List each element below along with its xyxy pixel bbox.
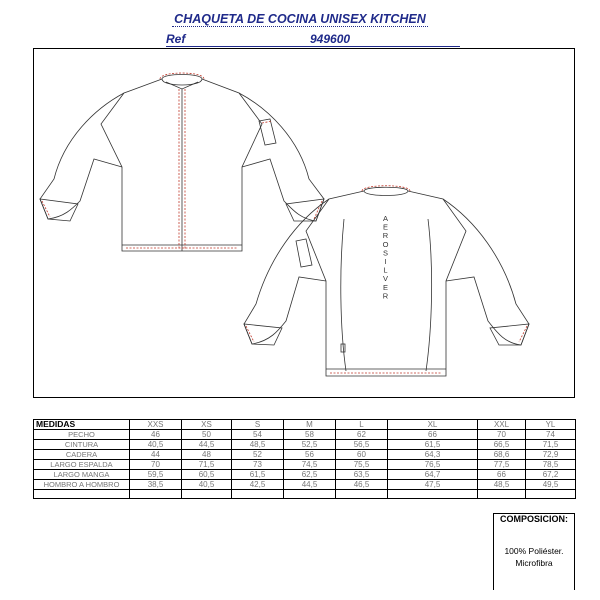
table-cell bbox=[526, 490, 576, 499]
size-header: XL bbox=[388, 420, 478, 430]
row-label: HOMBRO A HOMBRO bbox=[34, 480, 130, 490]
table-row bbox=[34, 460, 576, 470]
table-cell: 61,5 bbox=[388, 440, 478, 450]
document-title-text: CHAQUETA DE COCINA UNISEX KITCHEN bbox=[174, 12, 426, 26]
size-header: YL bbox=[526, 420, 576, 430]
table-cell: 46,5 bbox=[336, 480, 388, 490]
table-cell: 70 bbox=[478, 430, 526, 440]
table-cell: 44 bbox=[130, 450, 182, 460]
table-cell: 62 bbox=[336, 430, 388, 440]
table-cell: 78,5 bbox=[526, 460, 576, 470]
table-cell: 56,5 bbox=[336, 440, 388, 450]
table-cell: 52,5 bbox=[284, 440, 336, 450]
table-cell: 58 bbox=[284, 430, 336, 440]
table-cell: 68,6 bbox=[478, 450, 526, 460]
medidas-header: MEDIDAS bbox=[34, 420, 130, 430]
table-row bbox=[34, 450, 576, 460]
table-cell: 48,5 bbox=[232, 440, 284, 450]
table-cell: 73 bbox=[232, 460, 284, 470]
ref-value: 949600 bbox=[310, 32, 351, 46]
document-title bbox=[0, 12, 600, 26]
composition-line-1: 100% Poliéster. bbox=[504, 546, 564, 556]
table-cell bbox=[388, 490, 478, 499]
front-jacket-drawing bbox=[40, 75, 324, 252]
row-label: LARGO ESPALDA bbox=[34, 460, 130, 470]
back-print-letter: R bbox=[382, 291, 390, 301]
size-header: M bbox=[284, 420, 336, 430]
table-cell bbox=[336, 490, 388, 499]
jacket-technical-drawing bbox=[34, 49, 576, 399]
size-header: XXL bbox=[478, 420, 526, 430]
row-label: CADERA bbox=[34, 450, 130, 460]
table-cell: 40,5 bbox=[182, 480, 232, 490]
table-cell: 48 bbox=[182, 450, 232, 460]
table-cell bbox=[34, 490, 130, 499]
table-cell: 49,5 bbox=[526, 480, 576, 490]
size-header: S bbox=[232, 420, 284, 430]
composition-text bbox=[494, 545, 574, 569]
table-cell: 44,5 bbox=[182, 440, 232, 450]
table-cell: 59,5 bbox=[130, 470, 182, 480]
table-cell: 61,5 bbox=[232, 470, 284, 480]
back-print-letter: E bbox=[382, 222, 390, 232]
table-cell: 75,5 bbox=[336, 460, 388, 470]
row-label: CINTURA bbox=[34, 440, 130, 450]
measurements-table bbox=[33, 419, 576, 499]
table-row bbox=[34, 470, 576, 480]
table-cell bbox=[478, 490, 526, 499]
table-cell: 46 bbox=[130, 430, 182, 440]
back-print-letter: R bbox=[382, 231, 390, 241]
table-cell: 60 bbox=[336, 450, 388, 460]
composition-box bbox=[493, 525, 575, 590]
composition-line-2: Microfibra bbox=[515, 558, 553, 568]
table-row bbox=[34, 430, 576, 440]
table-cell: 64,7 bbox=[388, 470, 478, 480]
table-cell bbox=[130, 490, 182, 499]
table-cell: 62,5 bbox=[284, 470, 336, 480]
table-cell: 70 bbox=[130, 460, 182, 470]
table-cell: 64,3 bbox=[388, 450, 478, 460]
table-cell: 38,5 bbox=[130, 480, 182, 490]
table-cell: 60,5 bbox=[182, 470, 232, 480]
table-cell: 71,5 bbox=[526, 440, 576, 450]
table-cell: 66 bbox=[478, 470, 526, 480]
technical-drawing-frame bbox=[33, 48, 575, 398]
back-print-letter: I bbox=[384, 257, 388, 266]
size-header: L bbox=[336, 420, 388, 430]
table-row bbox=[34, 440, 576, 450]
table-cell: 72,9 bbox=[526, 450, 576, 460]
table-cell: 74,5 bbox=[284, 460, 336, 470]
table-header-row bbox=[34, 420, 576, 430]
table-cell: 66 bbox=[388, 430, 478, 440]
row-label: PECHO bbox=[34, 430, 130, 440]
table-row bbox=[34, 480, 576, 490]
table-cell: 74 bbox=[526, 430, 576, 440]
back-print-letter: L bbox=[383, 265, 389, 275]
ref-label: Ref bbox=[166, 32, 186, 46]
back-print-letter: V bbox=[382, 274, 390, 284]
size-header: XXS bbox=[130, 420, 182, 430]
table-cell: 44,5 bbox=[284, 480, 336, 490]
table-cell: 63,5 bbox=[336, 470, 388, 480]
back-print-text bbox=[383, 214, 390, 300]
back-print-letter: O bbox=[382, 239, 390, 249]
table-cell: 42,5 bbox=[232, 480, 284, 490]
table-cell bbox=[182, 490, 232, 499]
table-cell: 50 bbox=[182, 430, 232, 440]
table-cell: 71,5 bbox=[182, 460, 232, 470]
table-cell: 66,5 bbox=[478, 440, 526, 450]
table-empty-row bbox=[34, 490, 576, 499]
table-cell: 77,5 bbox=[478, 460, 526, 470]
table-cell: 76,5 bbox=[388, 460, 478, 470]
back-print-letter: E bbox=[382, 282, 390, 292]
size-header: XS bbox=[182, 420, 232, 430]
ref-row bbox=[166, 32, 460, 47]
table-cell: 56 bbox=[284, 450, 336, 460]
table-cell: 40,5 bbox=[130, 440, 182, 450]
table-cell: 48,5 bbox=[478, 480, 526, 490]
back-print-letter: A bbox=[382, 214, 390, 223]
row-label: LARGO MANGA bbox=[34, 470, 130, 480]
composition-title: COMPOSICION: bbox=[493, 513, 575, 525]
table-cell: 67,2 bbox=[526, 470, 576, 480]
table-cell: 47,5 bbox=[388, 480, 478, 490]
back-print-letter: S bbox=[382, 248, 390, 258]
table-cell bbox=[284, 490, 336, 499]
table-cell: 52 bbox=[232, 450, 284, 460]
table-cell bbox=[232, 490, 284, 499]
table-cell: 54 bbox=[232, 430, 284, 440]
